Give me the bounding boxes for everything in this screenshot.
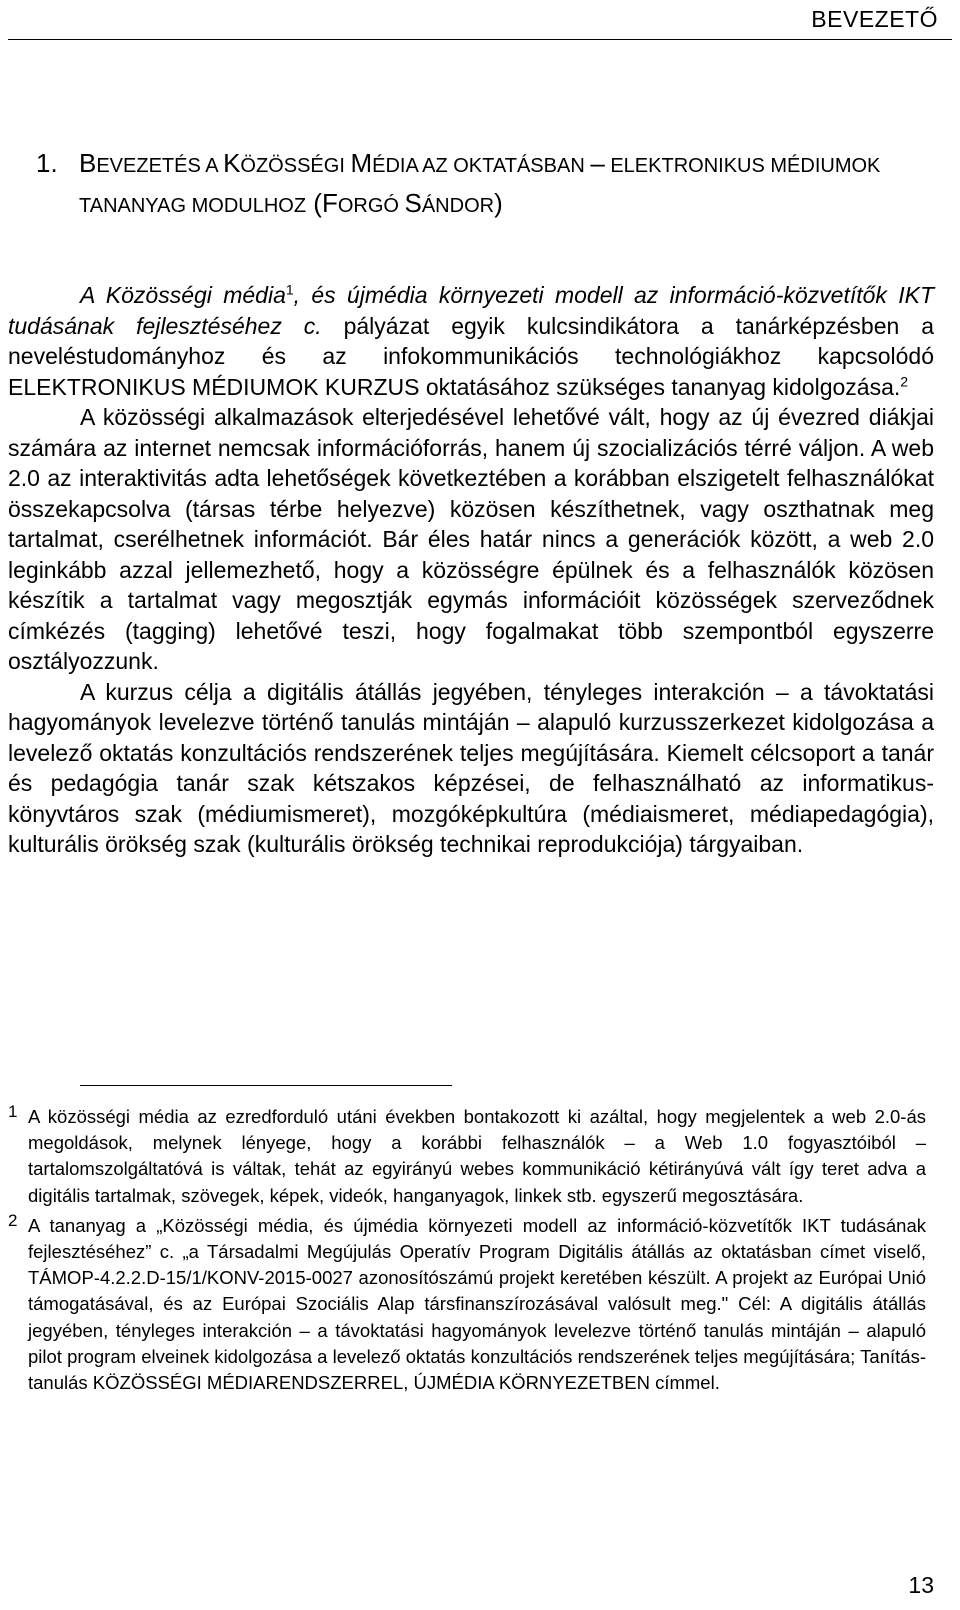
chapter-title-segment: M [350, 148, 373, 179]
chapter-title-segment: ELEKTRONIKUS MÉDIUMOK TANANYAG MODULHOZ [79, 155, 881, 218]
chapter-title-segment: S [404, 188, 422, 219]
footnote-ref-1[interactable]: 1 [285, 281, 294, 298]
header-rule [8, 39, 952, 40]
footnote-text: A közösségi média az ezredforduló utáni években bontakozott ki azáltal, hogy megjelentek a web 2.0-ás megoldások, melynek lényege, hogy a korábbi felhasználók – a Web 1.0 fogyasztóiból – tartalomszolgáltatóvá is váltak, tehát az egyirányú webes kommunikáció kétirányúvá vált így teret adva a digitális tartalmak, szövegek, képek, videók, hanganyagok, linkek stb. egyszerű megosztására. [28, 1106, 926, 1206]
footnote-rule [80, 1085, 452, 1086]
chapter-title-segment: K [223, 148, 241, 179]
footnote-mark: 2 [8, 1210, 18, 1230]
paragraph-1-text: pályázat egyik kulcsindikátora a tanárképzésben a neveléstudományhoz és az infokommunikációs technológiákhoz kapcsolódó ELEKTRONIKUS MÉDIUMOK KURZUS oktatásához szükséges tananyag kidolgozása. [8, 312, 934, 400]
running-head: BEVEZETŐ [811, 6, 938, 32]
chapter-title-segment: ORGÓ [337, 195, 405, 218]
footnotes [8, 1104, 926, 1400]
chapter-title-segment: ) [494, 188, 503, 219]
footnote-ref-2[interactable]: 2 [900, 372, 909, 389]
page-number: 13 [908, 1572, 934, 1598]
paragraph-2: A közösségi alkalmazások elterjedésével lehetővé vált, hogy az új évezred diákjai számára az internet nemcsak információforrás, hanem új szocializációs térré váljon. A web 2.0 az interaktivitás adta lehetőségek következtében a korábban elszigetelt felhasználókat összekapcsolva (társas térbe helyezve) közösen készíthetnek, vagy oszthatnak meg tartalmat, cserélhetnek információt. Bár éles határ nincs a generációk között, a web 2.0 leginkább azzal jellemezhető, hogy a közösségre épülnek és a felhasználók közösen készítik a tartalmat vagy megosztják egymás információit közösségek szerveződnek címkézés (tagging) lehetővé teszi, hogy fogalmakat több szempontból egyszerre osztályozzunk. [8, 404, 934, 674]
paragraph-1 [8, 280, 934, 402]
chapter-heading [36, 145, 936, 225]
paragraph-3: A kurzus célja a digitális átállás jegyében, tényleges interakción – a távoktatási hagyományok levelezve történő tanulás mintáján – alapuló kurzusszerkezet kidolgozása a levelező oktatás konzultációs rendszerének teljes megújítására. Kiemelt célcsoport a tanár és pedagógia tanár szak kétszakos képzései, de felhasználható az informatikus-könyvtáros szak (médiumismeret), mozgóképkultúra (médiaismeret, médiapedagógia), kulturális örökség szak (kulturális örökség technikai reprodukciója) tárgyaiban. [8, 678, 934, 857]
footnote-1 [8, 1104, 926, 1209]
footnote-mark: 1 [8, 1102, 18, 1121]
footnote-2 [8, 1210, 926, 1396]
chapter-title-segment: (F [306, 188, 338, 219]
footnote-text: A tananyag a „Közösségi média, és újmédia környezeti modell az információ-közvetítők IKT tudásának fejlesztéséhez” c. „a Társadalmi Megújulás Operatív Program Digitális átállás az oktatásban címet viselő, TÁMOP-4.2.2.D-15/1/KONV-2015-0027 azonosítószámú projekt keretében készült. A projekt az Európai Unió támogatásával, és az Európai Szociális Alap társfinanszírozásával valósult meg." Cél: A digitális átállás jegyében, tényleges interakción – a távoktatási hagyományok levelezve történő tanulás mintáján – alapuló pilot program elveinek kidolgozása a levelező oktatás konzultációs rendszerének teljes megújítására; Tanítás-tanulás KÖZÖSSÉGI MÉDIARENDSZERREL, ÚJMÉDIA KÖRNYEZETBEN címmel. [28, 1214, 926, 1394]
chapter-title-segment: ÁNDOR [421, 195, 495, 218]
chapter-title-segment: – [590, 148, 605, 179]
body-text [8, 280, 934, 860]
chapter-number: 1. [36, 148, 58, 179]
project-title-a: A Közösségi média [80, 282, 286, 308]
chapter-title-segment: ÖZÖSSÉGI [240, 155, 351, 178]
chapter-title-segment: ÉDIA AZ OKTATÁSBAN [372, 155, 591, 178]
chapter-title-segment: EVEZETÉS A [96, 155, 224, 178]
chapter-title-segment: B [79, 148, 97, 179]
project-title-b: , és újmédia környezeti modell az információ-közvetítők IKT tudásának fejlesztéséhez c. [8, 282, 935, 339]
chapter-title [79, 145, 936, 225]
